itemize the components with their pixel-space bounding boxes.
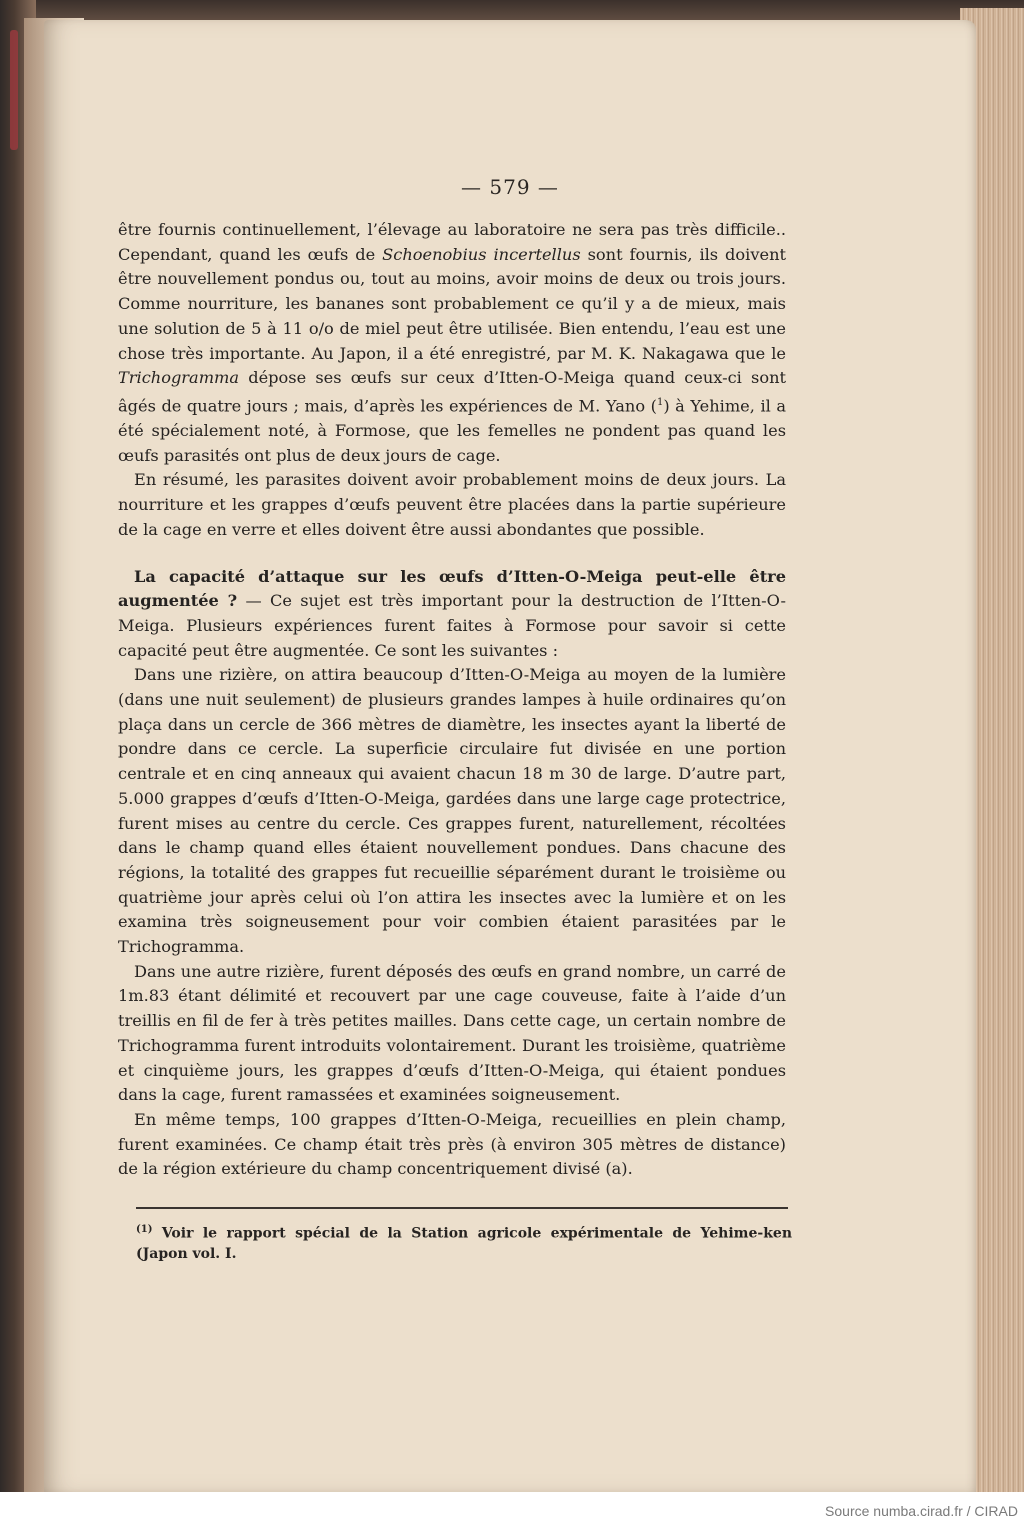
footnote — [136, 1220, 792, 1264]
paragraph-4 — [118, 663, 786, 959]
paragraph-6 — [118, 1108, 786, 1182]
body-text — [118, 218, 786, 1182]
text-run: sont fournis, ils doivent être nouvellement pondus ou, tout au moins, avoir moins de deux ou trois jours. Comme nourriture, les bananes sont probablement ce qu’il y a de mieux, mais une solution de 5 à 11 o/o de miel peut être utilisée. Bien entendu, l’eau est une chose très importante. Au Japon, il a été enregistré, par M. K. Nakagawa que le — [118, 244, 787, 363]
footnote-reference: 1 — [656, 396, 664, 408]
page-number: — 579 — — [461, 175, 559, 199]
source-credit: Source numba.cirad.fr / CIRAD — [825, 1503, 1018, 1519]
book-page — [44, 20, 976, 1492]
paragraph-5 — [118, 960, 786, 1108]
section-gap — [118, 543, 786, 565]
italic-term: Schoenobius incertellus — [382, 244, 581, 264]
section-heading: La capacité d’attaque sur les œufs d’Itten-O-Meiga peut-elle être augmentée ? — [118, 566, 786, 611]
text-run: — Ce sujet est très important pour la destruction de l’Itten-O-Meiga. Plusieurs expériences furent faites à Formose pour savoir si cette capacité peut être augmentée. Ce sont les suivantes : — [118, 591, 786, 660]
paragraph-2 — [118, 468, 786, 542]
paragraph-1 — [118, 218, 786, 468]
text-run: Dans une rizière, on attira beaucoup d’Itten-O-Meiga au moyen de la lumière (dans une nuit seulement) de plusieurs grandes lampes à huile ordinaires qu’on plaça dans un cercle de 366 mètres de diamètre, les insectes ayant la liberté de pondre dans ce cercle. La superficie circulaire fut divisée en une portion centrale et en cinq anneaux qui avaient chacun 18 m 30 de large. D’autre part, 5.000 grappes d’œufs d’Itten-O-Meiga, gardées dans une large cage protectrice, furent mises au centre du cercle. Ces grappes furent, naturellement, récoltées dans le champ quand elles étaient nouvellement pondues. Dans chacune des régions, la totalité des grappes fut recueillie séparément durant le troisième ou quatrième jour après celui où l’on attira les insectes avec la lumière et on les examina très soigneusement pour voir combien étaient parasitées par le Trichogramma. — [118, 665, 786, 957]
paragraph-3-heading — [118, 565, 786, 664]
spine-ribbon — [10, 30, 18, 150]
italic-term: Trichogramma — [118, 368, 240, 388]
text-run: En même temps, 100 grappes d’Itten-O-Meiga, recueillies en plein champ, furent examinées. Ce champ était très près (à environ 305 mètres de distance) de la région extérieure du champ concentriquement divisé (a). — [118, 1110, 786, 1179]
text-run: En résumé, les parasites doivent avoir probablement moins de deux jours. La nourriture et les grappes d’œufs peuvent être placées dans la partie supérieure de la cage en verre et elles doivent être aussi abondantes que possible. — [118, 470, 786, 539]
text-run: ) à Yehime, il a été spécialement noté, à Formose, que les femelles ne pondent pas quand les œufs parasités ont plus de deux jours de cage. — [118, 396, 786, 465]
footnote-divider — [136, 1207, 788, 1209]
text-run: dépose ses œufs sur ceux d’Itten-O-Meiga quand ceux-ci sont âgés de quatre jours ; mais, d’après les expériences de M. Yano ( — [118, 368, 786, 416]
footnote-text: Voir le rapport spécial de la Station agricole expérimentale de Yehime-ken (Japon vol. I. — [136, 1225, 793, 1262]
footnote-marker: (1) — [136, 1224, 153, 1235]
text-run: Dans une autre rizière, furent déposés des œufs en grand nombre, un carré de 1m.83 étant délimité et recouvert par une cage couveuse, faite à l’aide d’un treillis en fil de fer à très petites mailles. Dans cette cage, un certain nombre de Trichogramma furent introduits volontairement. Durant les troisième, quatrième et cinquième jours, les grappes d’œufs d’Itten-O-Meiga, qui étaient pondues dans la cage, furent ramassées et examinées soigneusement. — [118, 961, 786, 1105]
text-run: être fournis continuellement, l’élevage au laboratoire ne sera pas très difficile.. Cependant, quand les œufs de — [118, 220, 786, 264]
